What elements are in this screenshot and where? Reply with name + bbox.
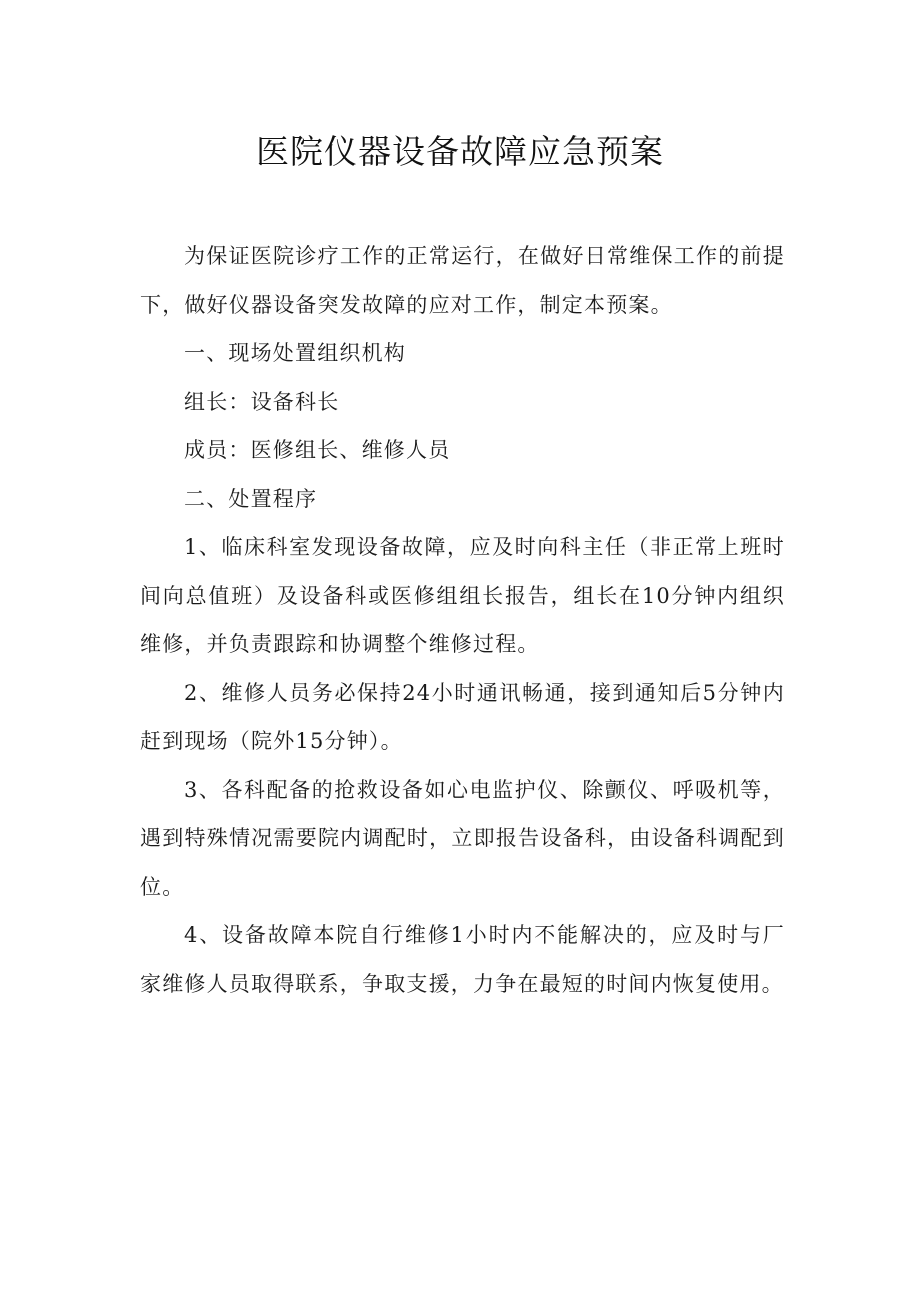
intro-paragraph: 为保证医院诊疗工作的正常运行，在做好日常维保工作的前提下，做好仪器设备突发故障的应对工作，制定本预案。 <box>140 244 785 317</box>
document-body <box>140 232 785 1008</box>
procedure-item-1: 1、临床科室发现设备故障，应及时向科主任（非正常上班时间向总值班）及设备科或医修组组长报告，组长在10分钟内组织维修，并负责跟踪和协调整个维修过程。 <box>140 535 785 656</box>
section-heading-organization: 一、现场处置组织机构 <box>184 341 406 365</box>
team-members-line: 成员：医修组长、维修人员 <box>184 438 451 462</box>
procedure-item-4: 4、设备故障本院自行维修1小时内不能解决的，应及时与厂家维修人员取得联系，争取支援，力争在最短的时间内恢复使用。 <box>140 923 785 996</box>
section-heading-procedure: 二、处置程序 <box>184 486 318 511</box>
document-title: 医院仪器设备故障应急预案 <box>256 132 664 171</box>
team-leader-line: 组长：设备科长 <box>184 389 340 414</box>
procedure-item-2: 2、维修人员务必保持24小时通讯畅通，接到通知后5分钟内赶到现场（院外15分钟）。 <box>140 680 785 753</box>
procedure-item-3: 3、各科配备的抢救设备如心电监护仪、除颤仪、呼吸机等，遇到特殊情况需要院内调配时，立即报告设备科，由设备科调配到位。 <box>140 777 785 899</box>
